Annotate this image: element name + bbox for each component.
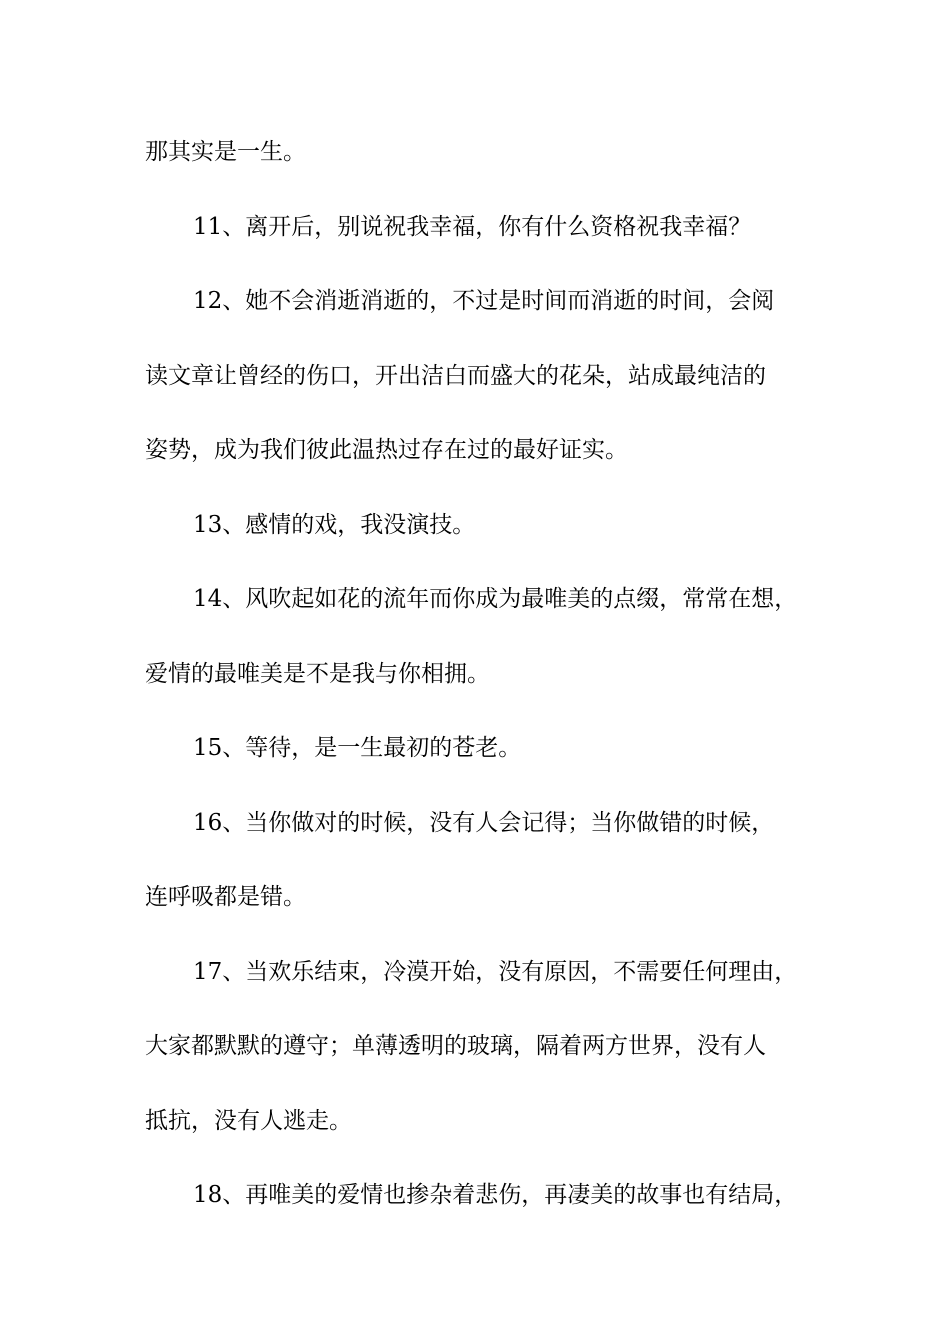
line-text: 14、风吹起如花的流年而你成为最唯美的点缀，常常在想， <box>193 586 798 612</box>
line-text: 那其实是一生。 <box>145 139 306 165</box>
line-text: 12、她不会消逝消逝的，不过是时间而消逝的时间，会阅 <box>193 288 775 314</box>
line-text: 11、离开后，别说祝我幸福，你有什么资格祝我幸福？ <box>193 214 752 240</box>
line-text: 18、再唯美的爱情也掺杂着悲伤，再凄美的故事也有结局， <box>193 1182 798 1208</box>
line-text: 姿势，成为我们彼此温热过存在过的最好证实。 <box>145 437 628 463</box>
line-text: 13、感情的戏，我没演技。 <box>193 512 476 538</box>
line-text: 读文章让曾经的伤口，开出洁白而盛大的花朵，站成最纯洁的 <box>145 363 766 389</box>
line-text: 15、等待，是一生最初的苍老。 <box>193 735 522 761</box>
line-text: 连呼吸都是错。 <box>145 884 306 910</box>
line-text: 爱情的最唯美是不是我与你相拥。 <box>145 661 490 687</box>
line-text: 抵抗，没有人逃走。 <box>145 1108 352 1134</box>
line-text: 16、当你做对的时候，没有人会记得；当你做错的时候， <box>193 810 775 836</box>
line-text: 大家都默默的遵守；单薄透明的玻璃，隔着两方世界，没有人 <box>145 1033 766 1059</box>
line-text: 17、当欢乐结束，冷漠开始，没有原因，不需要任何理由， <box>193 959 798 985</box>
